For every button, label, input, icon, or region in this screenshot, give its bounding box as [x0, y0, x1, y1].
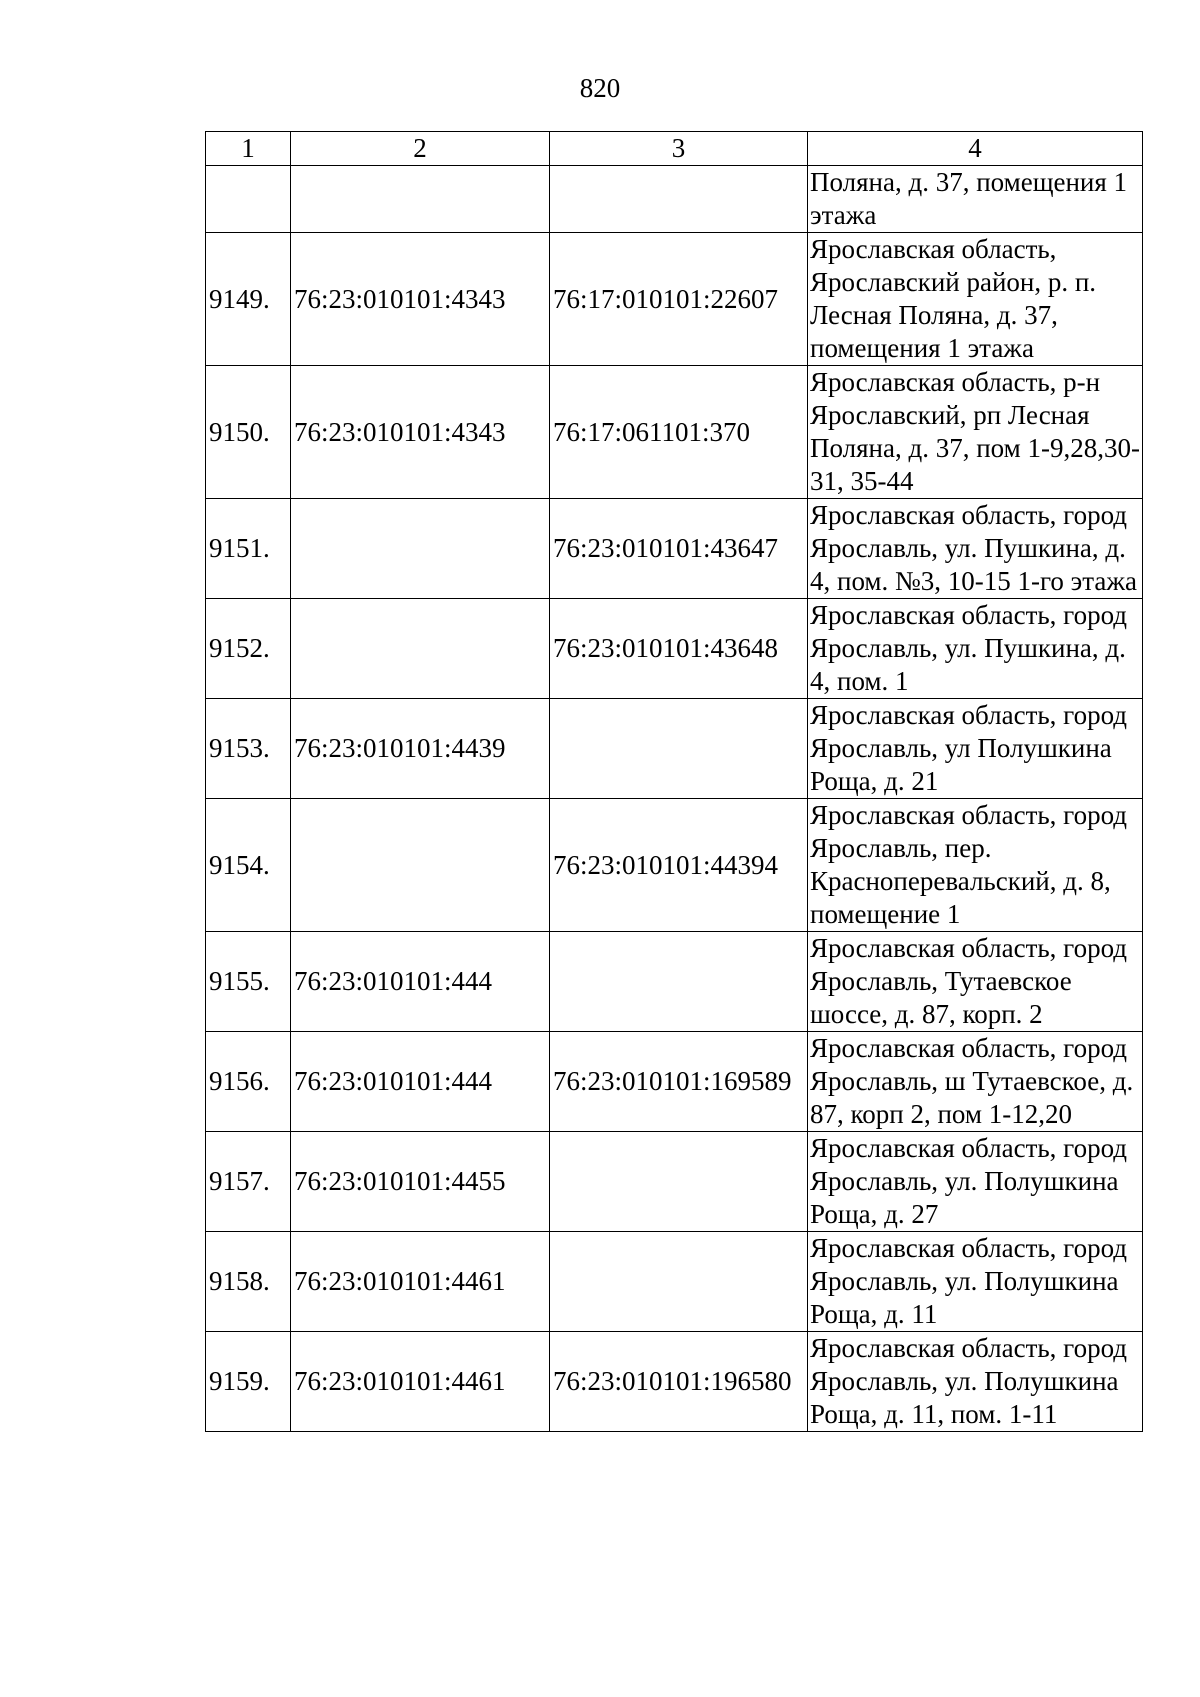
cadastral-number-cell	[291, 799, 550, 932]
row-number-cell: 9157.	[206, 1132, 291, 1232]
address-cell: Ярославская область, город Ярославль, пер. Красноперевальский, д. 8, помещение 1	[808, 799, 1143, 932]
column-header-3: 3	[550, 132, 808, 166]
address-cell: Поляна, д. 37, помещения 1 этажа	[808, 166, 1143, 233]
page-number: 820	[579, 73, 621, 103]
table-row	[206, 366, 1143, 499]
cadastral-number-cell	[550, 166, 808, 233]
cadastral-number-cell: 76:23:010101:4343	[291, 233, 550, 366]
table-body	[206, 166, 1143, 1432]
cadastral-number-cell	[550, 932, 808, 1032]
table-row	[206, 599, 1143, 699]
cadastral-number-cell: 76:23:010101:43648	[550, 599, 808, 699]
row-number-cell: 9155.	[206, 932, 291, 1032]
address-cell: Ярославская область, город Ярославль, ул. Полушкина Роща, д. 11	[808, 1232, 1143, 1332]
address-cell: Ярославская область, город Ярославль, ул. Пушкина, д. 4, пом. №3, 10-15 1-го этажа	[808, 499, 1143, 599]
row-number-cell: 9158.	[206, 1232, 291, 1332]
row-number-cell: 9151.	[206, 499, 291, 599]
row-number-cell: 9159.	[206, 1332, 291, 1432]
cadastral-number-cell	[291, 166, 550, 233]
column-header-1: 1	[206, 132, 291, 166]
address-cell: Ярославская область, город Ярославль, Тутаевское шоссе, д. 87, корп. 2	[808, 932, 1143, 1032]
header-row	[206, 132, 1143, 166]
cadastral-number-cell	[291, 499, 550, 599]
address-cell: Ярославская область, Ярославский район, р. п. Лесная Поляна, д. 37, помещения 1 этажа	[808, 233, 1143, 366]
cadastral-number-cell: 76:23:010101:43647	[550, 499, 808, 599]
table-row	[206, 166, 1143, 233]
table-row	[206, 799, 1143, 932]
address-cell: Ярославская область, город Ярославль, ул. Пушкина, д. 4, пом. 1	[808, 599, 1143, 699]
cadastral-number-cell: 76:23:010101:444	[291, 1032, 550, 1132]
row-number-cell: 9150.	[206, 366, 291, 499]
cadastral-number-cell	[291, 599, 550, 699]
address-cell: Ярославская область, город Ярославль, ул. Полушкина Роща, д. 27	[808, 1132, 1143, 1232]
address-cell: Ярославская область, город Ярославль, ш Тутаевское, д. 87, корп 2, пом 1-12,20	[808, 1032, 1143, 1132]
row-number-cell: 9153.	[206, 699, 291, 799]
cadastral-number-cell	[550, 1132, 808, 1232]
cadastral-number-cell: 76:23:010101:444	[291, 932, 550, 1032]
table-row	[206, 499, 1143, 599]
table-row	[206, 699, 1143, 799]
column-header-2: 2	[291, 132, 550, 166]
table-header	[206, 132, 1143, 166]
cadastral-number-cell: 76:17:010101:22607	[550, 233, 808, 366]
cadastral-number-cell: 76:23:010101:4461	[291, 1332, 550, 1432]
cadastral-number-cell: 76:23:010101:44394	[550, 799, 808, 932]
cadastral-number-cell: 76:23:010101:169589	[550, 1032, 808, 1132]
cadastral-number-cell: 76:23:010101:196580	[550, 1332, 808, 1432]
row-number-cell	[206, 166, 291, 233]
cadastral-number-cell: 76:23:010101:4343	[291, 366, 550, 499]
table-row	[206, 1232, 1143, 1332]
row-number-cell: 9154.	[206, 799, 291, 932]
address-cell: Ярославская область, город Ярославль, ул. Полушкина Роща, д. 11, пом. 1-11	[808, 1332, 1143, 1432]
cadastral-number-cell: 76:23:010101:4439	[291, 699, 550, 799]
table-row	[206, 1132, 1143, 1232]
row-number-cell: 9156.	[206, 1032, 291, 1132]
registry-table	[205, 131, 1143, 1432]
cadastral-number-cell: 76:23:010101:4461	[291, 1232, 550, 1332]
cadastral-number-cell	[550, 699, 808, 799]
table-row	[206, 932, 1143, 1032]
address-cell: Ярославская область, город Ярославль, ул Полушкина Роща, д. 21	[808, 699, 1143, 799]
table-row	[206, 1332, 1143, 1432]
table-row	[206, 233, 1143, 366]
cadastral-number-cell	[550, 1232, 808, 1332]
row-number-cell: 9152.	[206, 599, 291, 699]
cadastral-number-cell: 76:17:061101:370	[550, 366, 808, 499]
cadastral-number-cell: 76:23:010101:4455	[291, 1132, 550, 1232]
row-number-cell: 9149.	[206, 233, 291, 366]
column-header-4: 4	[808, 132, 1143, 166]
table-row	[206, 1032, 1143, 1132]
address-cell: Ярославская область, р-н Ярославский, рп Лесная Поляна, д. 37, пом 1-9,28,30-31, 35-44	[808, 366, 1143, 499]
